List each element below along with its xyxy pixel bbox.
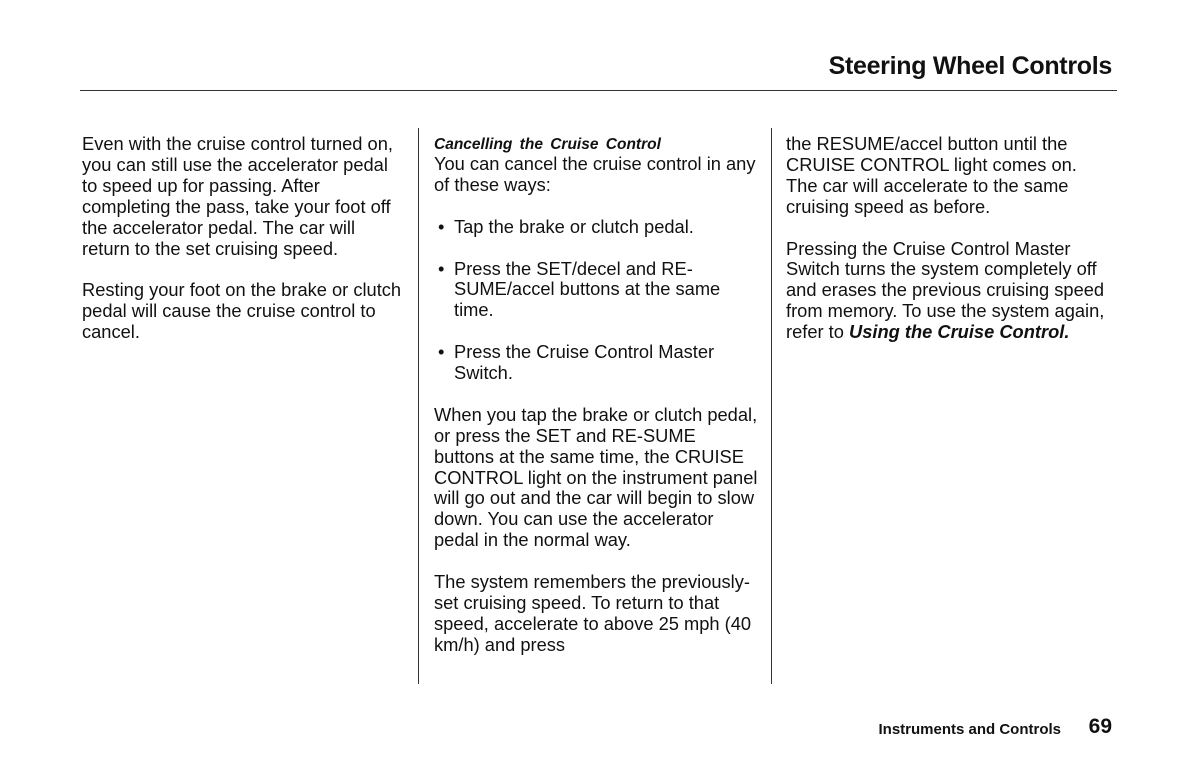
right-paragraph-1: the RESUME/accel button until the CRUISE CONTROL light comes on. The car will accelerate to the same cruising speed as before.	[786, 133, 1077, 217]
header-divider	[80, 90, 1117, 91]
right-paragraph-2	[786, 239, 1111, 344]
middle-intro: You can cancel the cruise control in any of these ways:	[434, 153, 756, 195]
middle-column	[434, 134, 759, 656]
left-paragraph-1: Even with the cruise control turned on, you can still use the accelerator pedal to speed up for passing. After completing the pass, take your foot off the accelerator pedal. The car will return to the set cruising speed.	[82, 133, 393, 259]
bullet-icon: •	[438, 215, 445, 237]
list-item	[438, 342, 759, 384]
bullet-text: Tap the brake or clutch pedal.	[454, 215, 694, 237]
list-item	[438, 259, 759, 322]
middle-paragraph-2: The system remembers the previously-set cruising speed. To return to that speed, accelerate to above 25 mph (40 km/h) and press	[434, 571, 752, 655]
section-subheading: Cancelling the Cruise Control	[434, 136, 661, 153]
left-column	[82, 134, 402, 343]
cross-reference-link[interactable]: Using the Cruise Control.	[849, 321, 1070, 343]
list-item	[438, 217, 759, 238]
column-divider-2	[771, 128, 772, 684]
page-number: 69	[1088, 715, 1112, 738]
page-title: Steering Wheel Controls	[828, 52, 1112, 80]
right-column	[786, 134, 1111, 343]
bullet-icon: •	[438, 341, 445, 363]
column-divider-1	[418, 128, 419, 684]
middle-paragraph-1: When you tap the brake or clutch pedal, or press the SET and RE-SUME buttons at the same time, the CRUISE CONTROL light on the instrument panel will go out and the car will begin to slow down. You can use the accelerator pedal in the normal way.	[434, 403, 758, 551]
right-paragraph-2-text: Pressing the Cruise Control Master Switch turns the system completely off and erases the previous cruising speed from memory. To use the system again, refer to	[786, 237, 1105, 343]
left-paragraph-2: Resting your foot on the brake or clutch pedal will cause the cruise control to cancel.	[82, 279, 402, 343]
bullet-text: Press the SET/decel and RE-SUME/accel buttons at the same time.	[454, 257, 721, 321]
bullet-icon: •	[438, 257, 445, 279]
bullet-text: Press the Cruise Control Master Switch.	[454, 341, 715, 384]
footer-section-title: Instruments and Controls	[878, 721, 1061, 738]
